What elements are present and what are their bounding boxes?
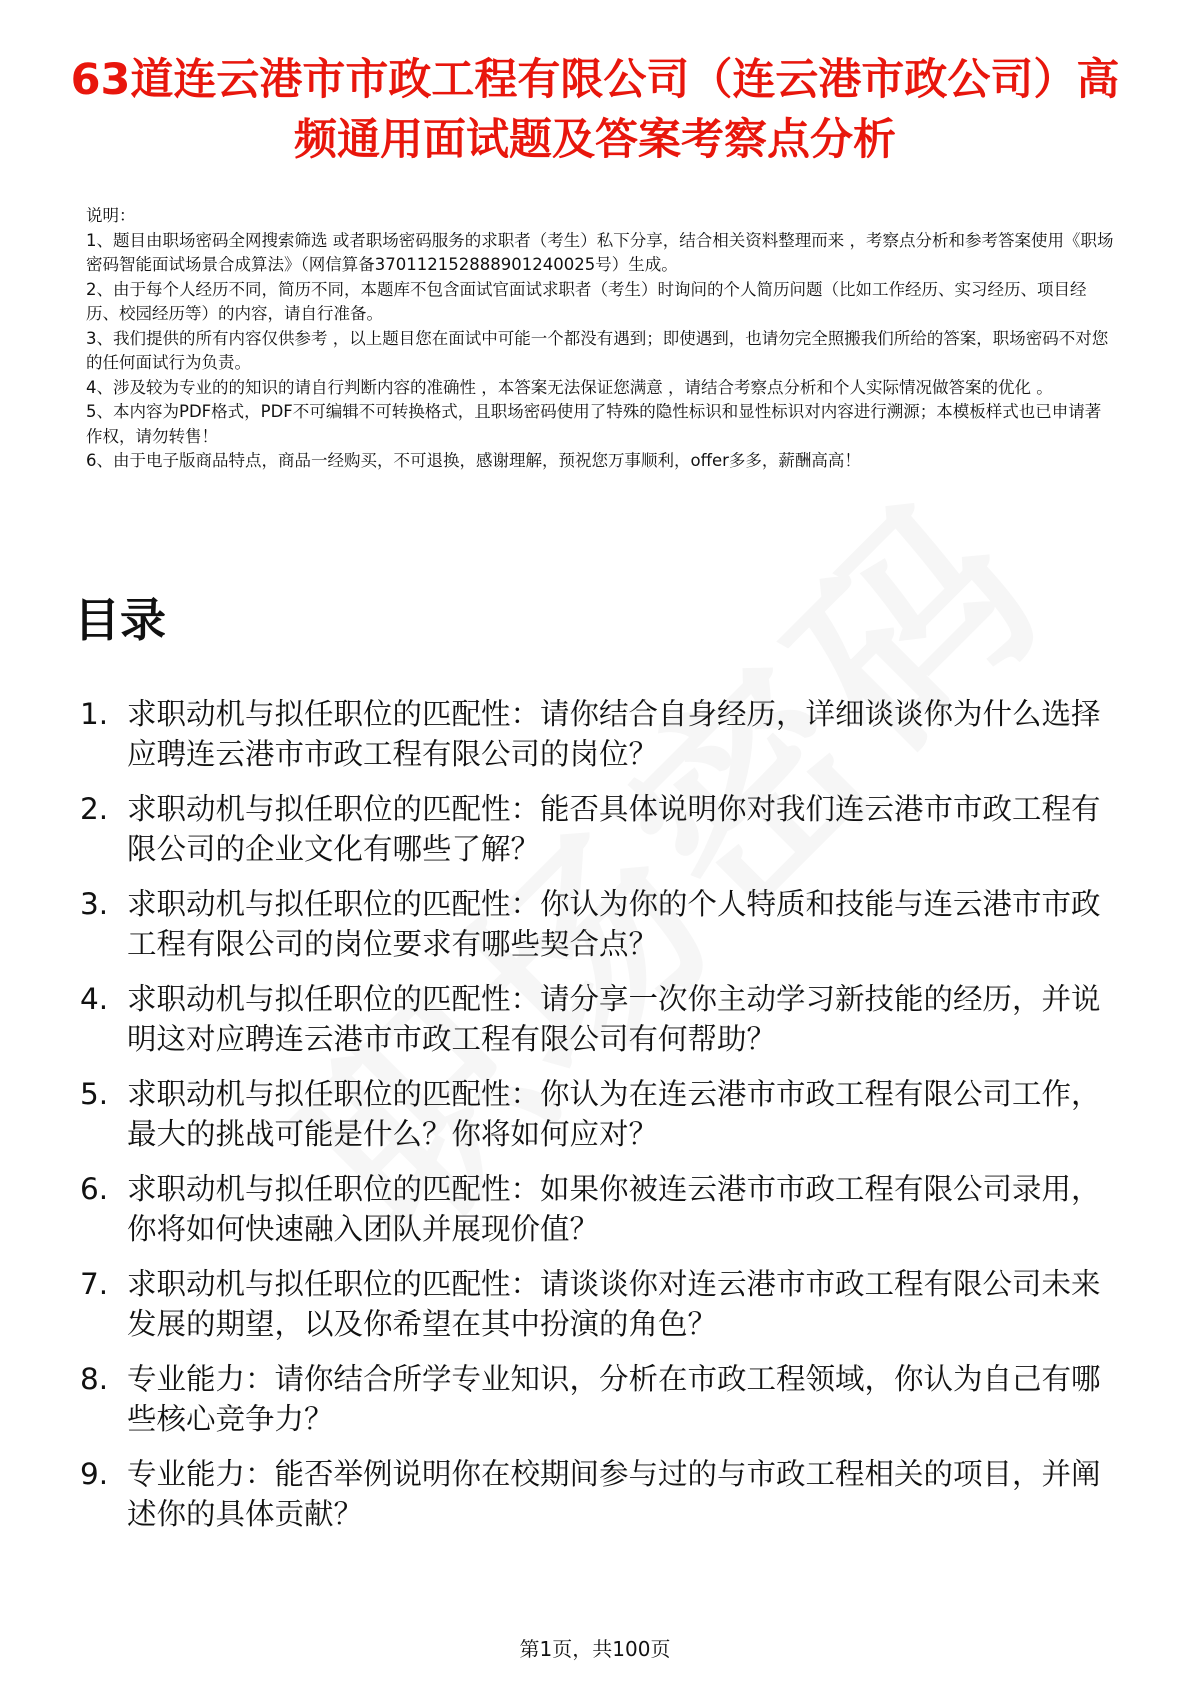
toc-item-number: 2. <box>80 792 109 826</box>
toc-item-number: 9. <box>80 1457 109 1491</box>
toc-heading: 目录 <box>74 593 166 647</box>
toc-item[interactable] <box>80 1359 1120 1454</box>
notes-heading: 说明： <box>86 206 136 225</box>
toc-item-text: 专业能力：能否举例说明你在校期间参与过的与市政工程相关的项目，并阐述你的具体贡献？ <box>127 1457 1101 1531</box>
toc-item[interactable] <box>80 1264 1120 1359</box>
toc-item-text: 求职动机与拟任职位的匹配性：请谈谈你对连云港市市政工程有限公司未来发展的期望，以及你希望在其中扮演的角色？ <box>127 1267 1101 1341</box>
toc-item-number: 6. <box>80 1172 109 1206</box>
notes-section <box>86 204 1116 474</box>
toc-item-text: 求职动机与拟任职位的匹配性：如果你被连云港市市政工程有限公司录用，你将如何快速融入团队并展现价值？ <box>127 1172 1101 1246</box>
toc-item-text: 求职动机与拟任职位的匹配性：请你结合自身经历，详细谈谈你为什么选择应聘连云港市市政工程有限公司的岗位？ <box>127 697 1101 771</box>
note-item: 2、由于每个人经历不同，简历不同，本题库不包含面试官面试求职者（考生）时询问的个人简历问题（比如工作经历、实习经历、项目经历、校园经历等）的内容，请自行准备。 <box>86 279 1087 323</box>
toc-item-text: 求职动机与拟任职位的匹配性：能否具体说明你对我们连云港市市政工程有限公司的企业文化有哪些了解？ <box>127 792 1101 866</box>
toc-item-text: 求职动机与拟任职位的匹配性：你认为在连云港市市政工程有限公司工作，最大的挑战可能是什么？你将如何应对？ <box>127 1077 1101 1151</box>
toc-item-text: 求职动机与拟任职位的匹配性：请分享一次你主动学习新技能的经历，并说明这对应聘连云港市市政工程有限公司有何帮助？ <box>127 982 1101 1056</box>
toc-item-number: 5. <box>80 1077 109 1111</box>
toc-item-text: 求职动机与拟任职位的匹配性：你认为你的个人特质和技能与连云港市市政工程有限公司的岗位要求有哪些契合点？ <box>127 887 1101 961</box>
toc-item[interactable] <box>80 979 1120 1074</box>
toc-item[interactable] <box>80 1454 1120 1549</box>
toc-item[interactable] <box>80 694 1120 789</box>
toc-item-text: 专业能力：请你结合所学专业知识，分析在市政工程领域，你认为自己有哪些核心竞争力？ <box>127 1362 1101 1436</box>
page-footer: 第1页，共100页 <box>519 1637 671 1661</box>
page-title: 63道连云港市市政工程有限公司（连云港市政公司）高频通用面试题及答案考察点分析 <box>70 55 1120 165</box>
toc-item[interactable] <box>80 1169 1120 1264</box>
toc-item-number: 1. <box>80 697 109 731</box>
note-item: 6、由于电子版商品特点，商品一经购买，不可退换，感谢理解，预祝您万事顺利，offer多多，薪酬高高！ <box>86 451 861 470</box>
toc-item[interactable] <box>80 884 1120 979</box>
toc-item-number: 7. <box>80 1267 109 1301</box>
toc-item[interactable] <box>80 1074 1120 1169</box>
toc-item-number: 8. <box>80 1362 109 1396</box>
toc-item-number: 4. <box>80 982 109 1016</box>
note-item: 4、涉及较为专业的的知识的请自行判断内容的准确性 ，本答案无法保证您满意 ，请结合考察点分析和个人实际情况做答案的优化 。 <box>86 377 1053 397</box>
toc-item-number: 3. <box>80 887 109 921</box>
toc-list <box>80 694 1120 1549</box>
note-item: 5、本内容为PDF格式，PDF不可编辑不可转换格式，且职场密码使用了特殊的隐性标识和显性标识对内容进行溯源；本模板样式也已申请著作权，请勿转售！ <box>86 402 1102 446</box>
note-item: 3、我们提供的所有内容仅供参考 ，以上题目您在面试中可能一个都没有遇到；即使遇到，也请勿完全照搬我们所给的答案，职场密码不对您的任何面试行为负责。 <box>86 328 1109 372</box>
toc-item[interactable] <box>80 789 1120 884</box>
note-item: 1、题目由职场密码全网搜索筛选 或者职场密码服务的求职者（考生）私下分享，结合相关资料整理而来 ，考察点分析和参考答案使用《职场密码智能面试场景合成算法》（网信算备370112152888901240025号）生成。 <box>86 230 1114 274</box>
